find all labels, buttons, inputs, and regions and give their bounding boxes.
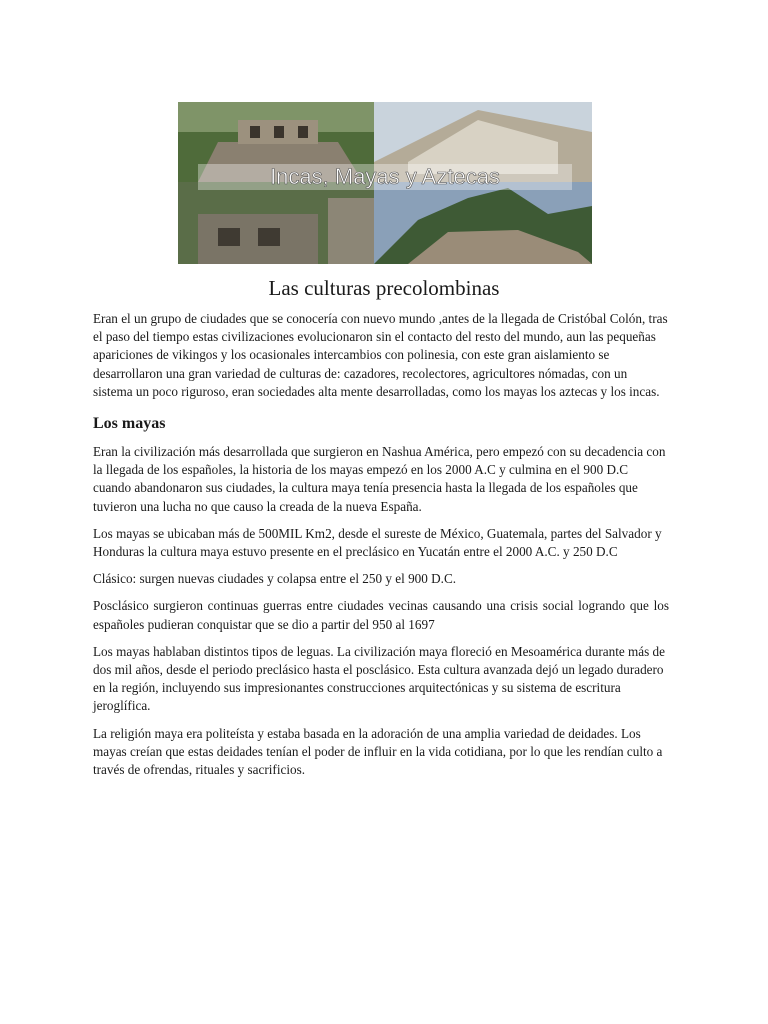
collage-graphic (178, 102, 592, 264)
paragraph: Eran la civilización más desarrollada que surgieron en Nashua América, pero empezó con su decadencia con la llegada de los españoles, la historia de los mayas empezó en los 2000 A.C y culmina en el 900 D.C cuando abandonaron sus ciudades, la cultura maya tenía presencia hasta la llegada de los españoles que tuvieron una lucha no que causo la creada de la nueva España. (93, 444, 666, 514)
document-title: Las culturas precolombinas (268, 276, 500, 300)
cover-overlay-text: Incas, Mayas y Aztecas (270, 164, 500, 189)
document-body (93, 310, 669, 788)
paragraph: Clásico: surgen nuevas ciudades y colapsa entre el 250 y el 900 D.C. (93, 571, 457, 587)
intro-paragraph: Eran el un grupo de ciudades que se conocería con nuevo mundo ,antes de la llegada de Cristóbal Colón, tras el paso del tiempo estas civilizaciones evolucionaron sin el contacto del resto del mundo, aun las pequeñas apariciones de vikingos y los ocasionales intercambios con polinesia, con este gran aislamiento se desarrollaron una gran variedad de culturas de: cazadores, recolectores, agricultores nómadas, con un sistema un poco riguroso, eran sociedades alta mente desarrolladas, como los mayas los aztecas y los incas. (93, 311, 668, 399)
paragraph: Los mayas se ubicaban más de 500MIL Km2, desde el sureste de México, Guatemala, partes del Salvador y Honduras la cultura maya estuvo presente en el preclásico en Yucatán entre el 2000 A.C. y 250 D.C (93, 525, 662, 560)
paragraph: Posclásico surgieron continuas guerras entre ciudades vecinas causando una crisis social logrando que los españoles pudieran conquistar que se dio a partir del 950 al 1697 (93, 598, 669, 632)
paragraph: La religión maya era politeísta y estaba basada en la adoración de una amplia variedad de deidades. Los mayas creían que estas deidades tenían el poder de influir en la vida cotidiana, por lo que les rendían culto a través de ofrendas, rituales y sacrificios. (93, 725, 663, 778)
paragraph: Los mayas hablaban distintos tipos de leguas. La civilización maya floreció en Mesoamérica durante más de dos mil años, desde el periodo preclásico hasta el posclásico. Esta cultura avanzada dejó un legado duradero en la región, incluyendo sus impresionantes construcciones arquitectónicas y su sistema de escritura jeroglífica. (93, 643, 666, 714)
section-heading: Los mayas (93, 415, 166, 433)
cover-image (178, 102, 592, 264)
